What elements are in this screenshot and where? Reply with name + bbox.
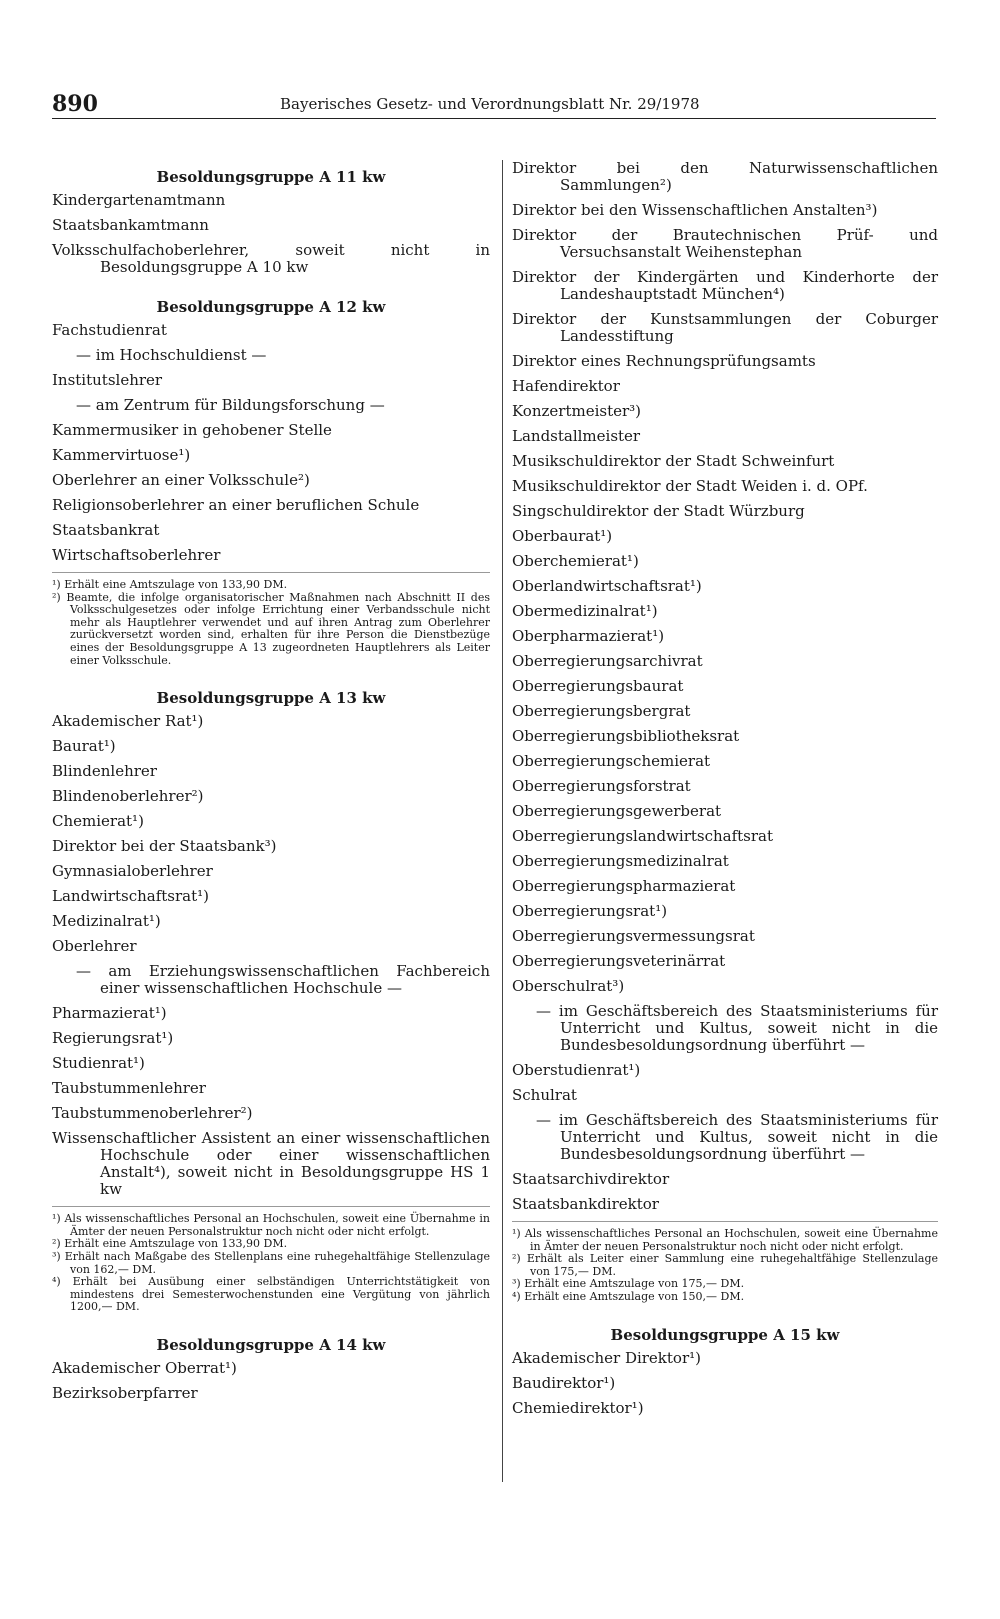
list-item: Direktor eines Rechnungsprüfungsamts bbox=[512, 352, 816, 370]
list-item: Institutslehrer bbox=[52, 371, 163, 389]
list-item: Oberlehrer an einer Volksschule²) bbox=[52, 471, 310, 489]
footnotes bbox=[52, 1206, 490, 1314]
list-item: Direktor der Brautechnischen Prüf- und Versuchsanstalt Weihenstephan bbox=[512, 226, 938, 261]
running-head: Bayerisches Gesetz- und Verordnungsblatt Nr. 29/1978 bbox=[280, 95, 700, 113]
section-heading: Besoldungsgruppe A 14 kw bbox=[156, 1335, 386, 1354]
footnote: ¹) Als wissenschaftliches Personal an Hochschulen, soweit eine Übernahme in Ämter der neuen Personalstruktur noch nicht oder nicht erfolgt. bbox=[512, 1227, 938, 1253]
list-item: Oberlandwirtschaftsrat¹) bbox=[512, 577, 702, 595]
footnote: ²) Erhält eine Amtszulage von 133,90 DM. bbox=[52, 1237, 288, 1251]
list-item: Musikschuldirektor der Stadt Weiden i. d. OPf. bbox=[512, 477, 868, 495]
section-heading: Besoldungsgruppe A 12 kw bbox=[156, 298, 386, 316]
list-item: Oberregierungschemierat bbox=[512, 752, 711, 770]
footnote: ²) Beamte, die infolge organisatorischer Maßnahmen nach Abschnitt II des Volksschulgesetzes oder infolge Errichtung einer Verbandsschule nicht mehr als Hauptlehrer verwendet und auf ihren Antrag zum Oberlehrer zurückversetzt worden sind, erhalten für ihre Person die Dienstbezüge eines der Besoldungsgruppe A 13 zugeordneten Hauptlehrers als Leiter einer Volksschule. bbox=[52, 590, 490, 667]
list-item: Baurat¹) bbox=[52, 737, 116, 756]
list-item: Landstallmeister bbox=[512, 427, 641, 445]
section-a13 bbox=[52, 689, 490, 1314]
list-item: Blindenlehrer bbox=[52, 762, 157, 781]
list-item: Oberregierungsmedizinalrat bbox=[512, 852, 729, 870]
footnote: ⁴) Erhält eine Amtszulage von 150,— DM. bbox=[512, 1289, 745, 1303]
list-item: Oberregierungsforstrat bbox=[512, 777, 691, 795]
list-item: Bezirksoberpfarrer bbox=[52, 1383, 198, 1402]
list-item: Obermedizinalrat¹) bbox=[512, 602, 658, 620]
list-item: Musikschuldirektor der Stadt Schweinfurt bbox=[512, 452, 835, 470]
list-item: Akademischer Oberrat¹) bbox=[52, 1358, 237, 1377]
list-item: Fachstudienrat bbox=[52, 321, 167, 339]
footnote: ³) Erhält eine Amtszulage von 175,— DM. bbox=[512, 1277, 745, 1291]
footnotes bbox=[52, 572, 490, 667]
list-item: Chemiedirektor¹) bbox=[512, 1398, 644, 1417]
section-a15 bbox=[512, 1326, 938, 1417]
list-item: Staatsbankamtmann bbox=[52, 216, 209, 234]
list-item: Direktor der Kunstsammlungen der Coburger Landesstiftung bbox=[512, 310, 938, 345]
list-item: Wissenschaftlicher Assistent an einer wissenschaftlichen Hochschule oder einer wissenschaftlichen Anstalt⁴), soweit nicht in Besoldungsgruppe HS 1 kw bbox=[52, 1129, 490, 1199]
entry-list bbox=[52, 192, 490, 276]
list-item: Kammervirtuose¹) bbox=[52, 446, 191, 464]
list-item: Direktor bei der Staatsbank³) bbox=[52, 837, 277, 856]
entry-list bbox=[512, 1350, 938, 1417]
list-item: Wirtschaftsoberlehrer bbox=[52, 546, 221, 564]
section-heading: Besoldungsgruppe A 15 kw bbox=[610, 1325, 840, 1344]
section-heading: Besoldungsgruppe A 11 kw bbox=[156, 168, 386, 186]
list-item: — am Erziehungswissenschaftlichen Fachbereich einer wissenschaftlichen Hochschule — bbox=[76, 962, 490, 998]
list-item: Religionsoberlehrer an einer beruflichen Schule bbox=[52, 496, 420, 514]
list-item: Taubstummenlehrer bbox=[52, 1079, 206, 1098]
list-item: Medizinalrat¹) bbox=[52, 912, 161, 931]
list-item: Schulrat bbox=[512, 1086, 577, 1104]
list-item: Oberchemierat¹) bbox=[512, 552, 639, 570]
list-item: — im Geschäftsbereich des Staatsministeriums für Unterricht und Kultus, soweit nicht in die Bundesbesoldungsordnung überführt — bbox=[536, 1111, 938, 1163]
list-item: Regierungsrat¹) bbox=[52, 1029, 174, 1048]
footnote: ¹) Erhält eine Amtszulage von 133,90 DM. bbox=[52, 578, 288, 591]
list-item: Staatsarchivdirektor bbox=[512, 1170, 670, 1188]
list-item: Oberbaurat¹) bbox=[512, 527, 613, 545]
section-a12 bbox=[52, 298, 490, 667]
list-item: Oberstudienrat¹) bbox=[512, 1061, 641, 1079]
entry-list bbox=[52, 713, 490, 1198]
list-item: Kammermusiker in gehobener Stelle bbox=[52, 421, 332, 439]
list-item: Oberregierungsarchivrat bbox=[512, 652, 703, 670]
column-divider bbox=[502, 160, 503, 1482]
list-item: Studienrat¹) bbox=[52, 1054, 145, 1073]
list-item: Direktor bei den Wissenschaftlichen Anstalten³) bbox=[512, 201, 878, 219]
list-item: Staatsbankrat bbox=[52, 521, 160, 539]
list-item: Baudirektor¹) bbox=[512, 1373, 616, 1392]
entry-list bbox=[512, 160, 938, 1213]
footnotes bbox=[512, 1221, 938, 1304]
list-item: Taubstummenoberlehrer²) bbox=[52, 1104, 253, 1123]
entry-list bbox=[52, 1360, 490, 1402]
list-item: Direktor bei den Naturwissenschaftlichen Sammlungen²) bbox=[512, 159, 938, 194]
list-item: Oberregierungsveterinärrat bbox=[512, 952, 726, 970]
section-heading: Besoldungsgruppe A 13 kw bbox=[156, 689, 386, 708]
list-item: Oberschulrat³) bbox=[512, 977, 625, 995]
list-item: — am Zentrum für Bildungsforschung — bbox=[76, 396, 385, 414]
list-item: Akademischer Direktor¹) bbox=[512, 1348, 701, 1367]
list-item: Oberregierungsbergrat bbox=[512, 702, 691, 720]
list-item: Oberregierungspharmazierat bbox=[512, 877, 736, 895]
page-number: 890 bbox=[52, 91, 98, 117]
list-item: Oberregierungsbibliotheksrat bbox=[512, 727, 740, 745]
list-item: Akademischer Rat¹) bbox=[52, 712, 204, 731]
footnote: ²) Erhält als Leiter einer Sammlung eine ruhegehaltfähige Stellenzulage von 175,— DM. bbox=[512, 1252, 938, 1278]
footnote: ³) Erhält nach Maßgabe des Stellenplans eine ruhegehaltfähige Stellenzulage von 162,— DM. bbox=[52, 1249, 490, 1276]
list-item: Chemierat¹) bbox=[52, 812, 144, 831]
page-header bbox=[52, 92, 936, 119]
list-item: Oberlehrer bbox=[52, 937, 137, 956]
list-item: Blindenoberlehrer²) bbox=[52, 787, 204, 806]
list-item: Oberregierungslandwirtschaftsrat bbox=[512, 827, 774, 845]
section-a11 bbox=[52, 168, 490, 276]
section-a14-continued bbox=[512, 160, 938, 1304]
list-item: Oberregierungsvermessungsrat bbox=[512, 927, 755, 945]
list-item: Gymnasialoberlehrer bbox=[52, 862, 213, 881]
list-item: — im Geschäftsbereich des Staatsministeriums für Unterricht und Kultus, soweit nicht in die Bundesbesoldungsordnung überführt — bbox=[536, 1002, 938, 1054]
entry-list bbox=[52, 322, 490, 564]
footnote: ⁴) Erhält bei Ausübung einer selbständigen Unterrichtstätigkeit von mindestens drei Semesterwochenstunden eine Vergütung von jährlich 1200,— DM. bbox=[52, 1275, 490, 1314]
right-column bbox=[512, 160, 938, 1425]
list-item: Landwirtschaftsrat¹) bbox=[52, 887, 209, 906]
list-item: Oberregierungsrat¹) bbox=[512, 902, 668, 920]
list-item: — im Hochschuldienst — bbox=[76, 346, 267, 364]
footnote: ¹) Als wissenschaftliches Personal an Hochschulen, soweit eine Übernahme in Ämter der neuen Personalstruktur noch nicht oder nicht erfolgt. bbox=[52, 1212, 490, 1238]
list-item: Staatsbankdirektor bbox=[512, 1195, 659, 1213]
list-item: Singschuldirektor der Stadt Würzburg bbox=[512, 502, 805, 520]
list-item: Pharmazierat¹) bbox=[52, 1004, 167, 1023]
list-item: Direktor der Kindergärten und Kinderhorte der Landeshauptstadt München⁴) bbox=[512, 268, 938, 303]
list-item: Kindergartenamtmann bbox=[52, 191, 226, 209]
list-item: Oberpharmazierat¹) bbox=[512, 627, 665, 645]
left-column bbox=[52, 168, 490, 1410]
list-item: Oberregierungsbaurat bbox=[512, 677, 684, 695]
list-item: Oberregierungsgewerberat bbox=[512, 802, 722, 820]
list-item: Konzertmeister³) bbox=[512, 402, 642, 420]
list-item: Hafendirektor bbox=[512, 377, 620, 395]
list-item: Volksschulfachoberlehrer, soweit nicht in Besoldungsgruppe A 10 kw bbox=[52, 241, 490, 276]
section-a14 bbox=[52, 1336, 490, 1402]
